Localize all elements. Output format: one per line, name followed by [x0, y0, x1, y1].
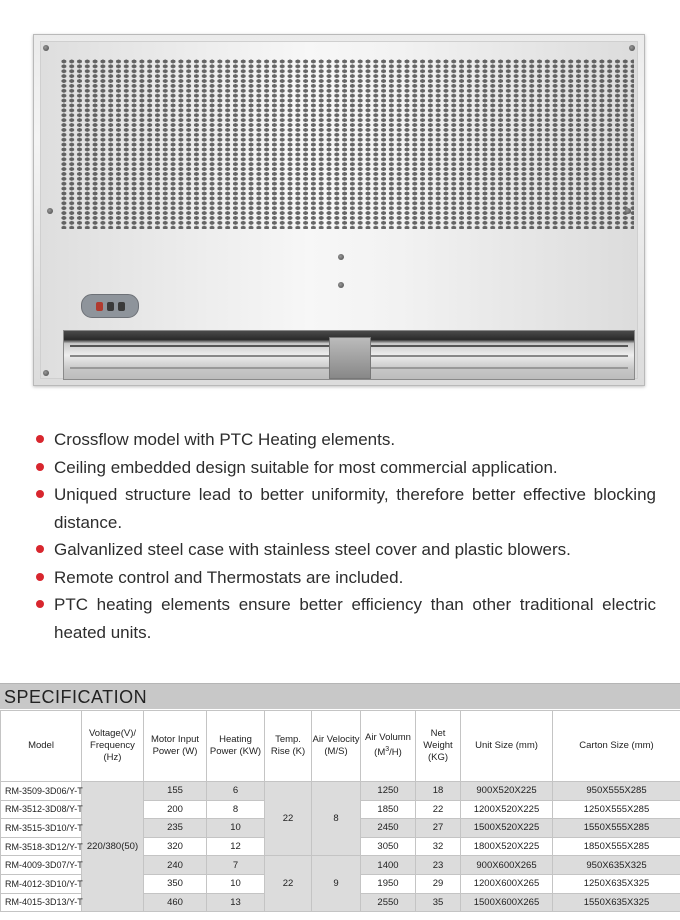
feature-item: Uniqued structure lead to better uniformity, therefore better effective blocking distance.	[36, 481, 656, 536]
screw-icon	[43, 370, 49, 376]
spec-table	[0, 710, 680, 912]
indicator-light-icon	[107, 302, 114, 311]
red-dot-icon	[36, 545, 44, 553]
louver-hinge	[329, 337, 371, 379]
indicator-light-icon	[118, 302, 125, 311]
screw-icon	[629, 45, 635, 51]
screw-icon	[47, 208, 53, 214]
feature-item: Galvanlized steel case with stainless steel cover and plastic blowers.	[36, 536, 656, 564]
screw-icon	[43, 45, 49, 51]
red-dot-icon	[36, 600, 44, 608]
col-net-weight: Net Weight (KG)	[416, 711, 461, 782]
feature-list	[36, 426, 656, 646]
air-velocity-cell: 9	[312, 856, 361, 912]
feature-item: PTC heating elements ensure better efficiency than other traditional electric heated units.	[36, 591, 656, 646]
table-row: RM-3515-3D10/Y-T 235 10 2450 27 1500X520X225 1550X555X285	[1, 819, 680, 838]
feature-item: Crossflow model with PTC Heating elements.	[36, 426, 656, 454]
table-row: RM-4015-3D13/Y-T 460 13 2550 35 1500X600X265 1550X635X325	[1, 893, 680, 912]
temp-rise-cell: 22	[265, 782, 312, 856]
col-carton-size: Carton Size (mm)	[553, 711, 680, 782]
red-dot-icon	[36, 435, 44, 443]
col-temp-rise: Temp. Rise (K)	[265, 711, 312, 782]
feature-item: Ceiling embedded design suitable for most commercial application.	[36, 454, 656, 482]
panel-cover	[40, 41, 638, 379]
red-dot-icon	[36, 490, 44, 498]
table-row: RM-4009-3D07/Y-T 240 7 22 9 1400 23 900X600X265 950X635X325	[1, 856, 680, 875]
red-dot-icon	[36, 573, 44, 581]
col-unit-size: Unit Size (mm)	[461, 711, 553, 782]
spec-title: SPECIFICATION	[4, 687, 148, 707]
table-row: RM-3518-3D12/Y-T 320 12 3050 32 1800X520X225 1850X555X285	[1, 837, 680, 856]
product-photo	[0, 0, 680, 400]
screw-icon	[625, 208, 631, 214]
air-curtain-panel	[33, 34, 645, 386]
table-row: RM-4012-3D10/Y-T 350 10 1950 29 1200X600X265 1250X635X325	[1, 874, 680, 893]
screw-icon	[338, 282, 344, 288]
feature-item: Remote control and Thermostats are included.	[36, 564, 656, 592]
col-voltage: Voltage(V)/ Frequency (Hz)	[82, 711, 144, 782]
voltage-cell: 220/380(50)	[82, 782, 144, 912]
col-heating-power: Heating Power (KW)	[207, 711, 265, 782]
red-dot-icon	[36, 463, 44, 471]
indicator-light-icon	[96, 302, 103, 311]
col-motor-power: Motor Input Power (W)	[144, 711, 207, 782]
col-air-volume: Air Volumn $(M^3/H)$	[361, 711, 416, 782]
table-row: RM-3512-3D08/Y-T 200 8 1850 22 1200X520X225 1250X555X285	[1, 800, 680, 819]
air-velocity-cell: 8	[312, 782, 361, 856]
air-outlet	[63, 330, 635, 380]
control-panel	[81, 294, 139, 318]
temp-rise-cell: 22	[265, 856, 312, 912]
col-air-velocity: Air Velocity (M/S)	[312, 711, 361, 782]
table-header-row	[1, 711, 680, 782]
intake-grille	[60, 59, 634, 229]
col-model: Model	[1, 711, 82, 782]
table-row: RM-3509-3D06/Y-T 220/380(50) 155 6 22 8 1250 18 900X520X225 950X555X285	[1, 782, 680, 801]
spec-section-header	[0, 683, 680, 709]
screw-icon	[338, 254, 344, 260]
